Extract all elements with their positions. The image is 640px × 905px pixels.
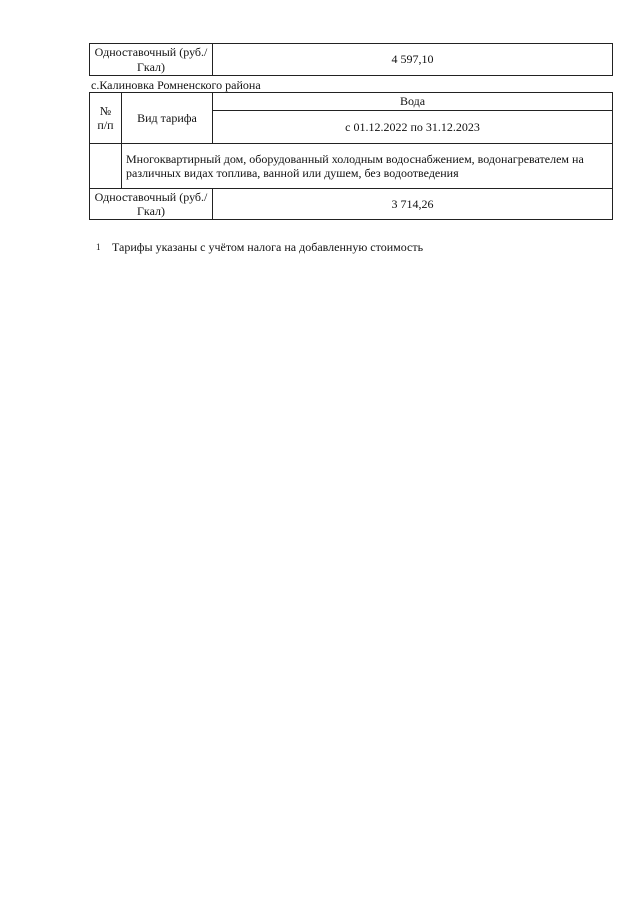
header-period: с 01.12.2022 по 31.12.2023 [213, 111, 613, 144]
table-row [90, 44, 613, 76]
header-num: № п/п [90, 93, 122, 144]
tariff-table-main [89, 92, 613, 220]
table-header-row [90, 93, 613, 111]
tariff-label-cell: Одноставочный (руб./Гкал) [90, 44, 213, 76]
tariff-label-cell: Одноставочный (руб./Гкал) [90, 189, 213, 220]
header-tariff-type: Вид тарифа [122, 93, 213, 144]
tariff-table-top [89, 43, 613, 76]
header-resource: Вода [213, 93, 613, 111]
table-row [90, 144, 613, 189]
footnote-text: Тарифы указаны с учётом налога на добавленную стоимость [112, 240, 424, 254]
consumer-description: Многоквартирный дом, оборудованный холодным водоснабжением, водонагревателем на различных видах топлива, ванной или душем, без водоотведения [122, 144, 613, 189]
locality-caption: с.Калиновка Ромненского района [91, 78, 261, 92]
tariff-value-cell: 3 714,26 [213, 189, 613, 220]
footnote-mark: 1 [96, 242, 101, 252]
empty-num-cell [90, 144, 122, 189]
table-row [90, 189, 613, 220]
footnote [96, 240, 423, 254]
tariff-value-cell: 4 597,10 [213, 44, 613, 76]
